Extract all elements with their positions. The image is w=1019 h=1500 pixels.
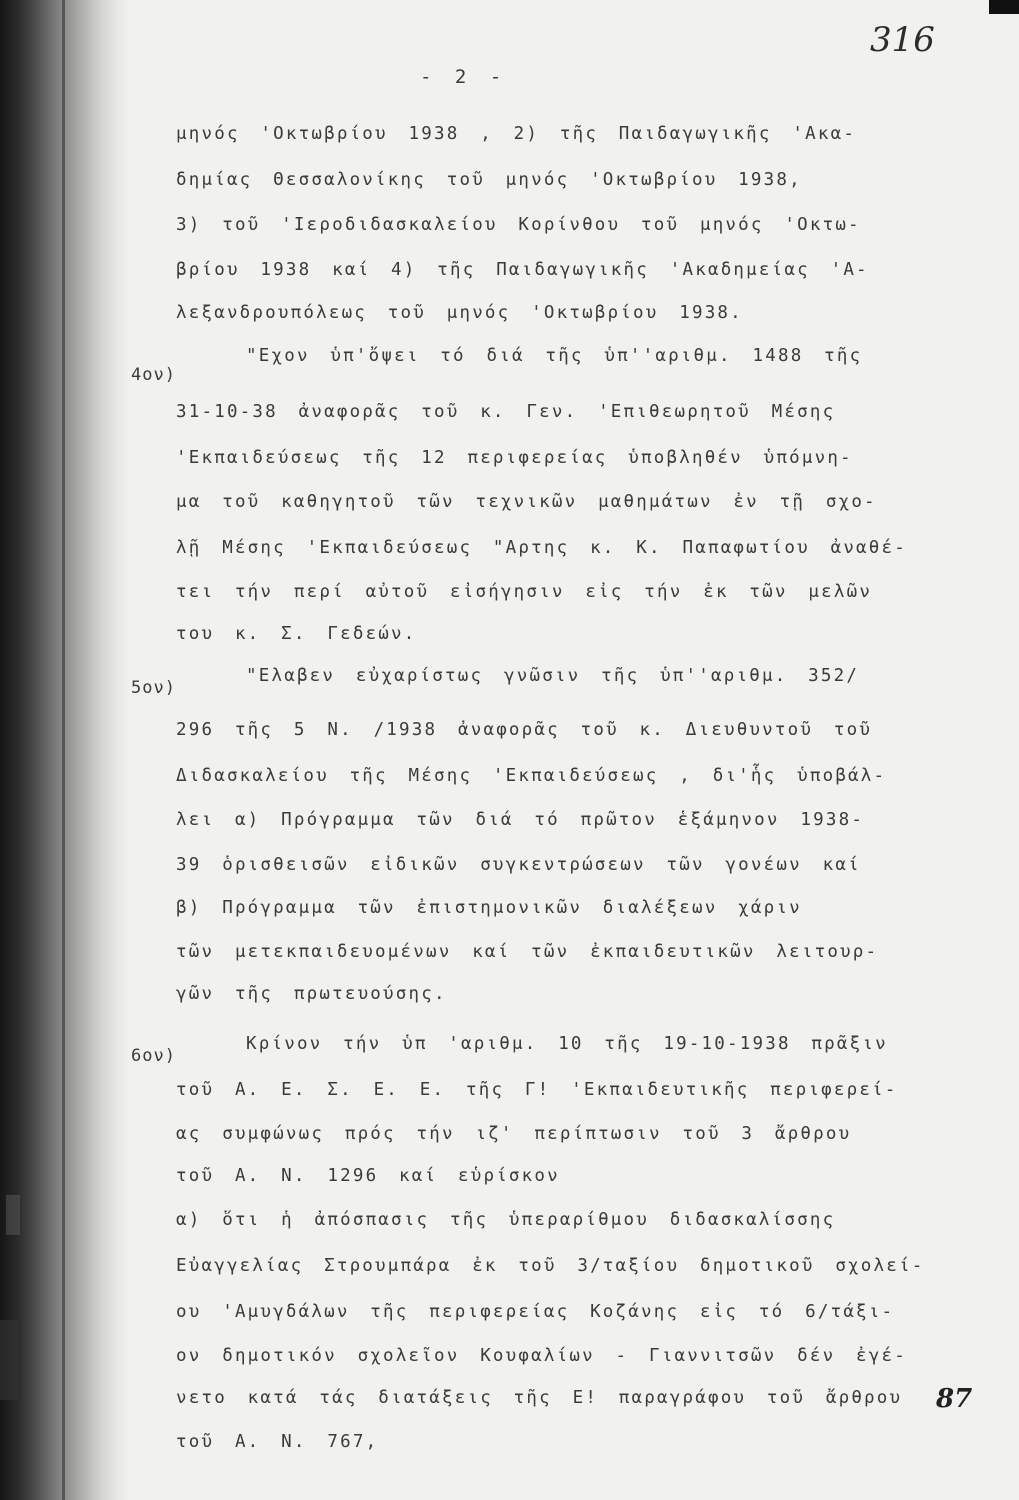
text-line: τοῦ Α. Ν. 1296 καί εὑρίσκον [176,1166,560,1186]
text-line: τῶν μετεκπαιδευομένων καί τῶν ἐκπαιδευτικῶν λειτουρ- [176,942,879,962]
text-line: ας συμφώνως πρός τήν ιζ' περίπτωσιν τοῦ 3 ἄρθρου [176,1124,852,1144]
text-line: μηνός 'Οκτωβρίου 1938 , 2) τῆς Παιδαγωγικῆς 'Ακα- [176,124,857,144]
folio-number: 316 [870,20,935,60]
section-label-4: 4ον) [131,365,176,385]
text-line: μα τοῦ καθηγητοῦ τῶν τεχνικῶν μαθημάτων ἐν τῇ σχο- [176,492,877,512]
text-line: τοῦ Α. Ε. Σ. Ε. Ε. τῆς Γ! 'Εκπαιδευτικῆς περιφερεί- [176,1080,898,1100]
text-line: Εὐαγγελίας Στρουμπάρα ἐκ τοῦ 3/ταξίου δημοτικοῦ σχολεί- [176,1256,925,1276]
text-line: 31-10-38 ἀναφορᾶς τοῦ κ. Γεν. 'Επιθεωρητοῦ Μέσης [176,402,836,422]
text-line: λῇ Μέσης 'Εκπαιδεύσεως "Αρτης κ. Κ. Παπαφωτίου ἀναθέ- [176,538,908,558]
page-number: - 2 - [420,66,508,88]
handwritten-mark: 87 [936,1384,973,1414]
text-line: του κ. Σ. Γεδεών. [176,624,417,644]
text-line: 3) τοῦ 'Ιεροδιδασκαλείου Κορίνθου τοῦ μηνός 'Οκτω- [176,215,861,235]
text-line: 296 τῆς 5 Ν. /1938 ἀναφορᾶς τοῦ κ. Διευθυντοῦ τοῦ [176,720,873,740]
text-line: Διδασκαλείου τῆς Μέσης 'Εκπαιδεύσεως , δι'ἧς ὑποβάλ- [176,766,887,786]
text-line: δημίας Θεσσαλονίκης τοῦ μηνός 'Οκτωβρίου 1938, [176,170,802,190]
text-line: ον δημοτικόν σχολεῖον Κουφαλίων - Γιαννιτσῶν δέν ἐγέ- [176,1346,908,1366]
text-line: 39 ὁρισθεισῶν εἰδικῶν συγκεντρώσεων τῶν γονέων καί [176,855,861,875]
text-line: "Ελαβεν εὐχαρίστως γνῶσιν τῆς ὑπ''αριθμ. 352/ [246,666,860,686]
page-corner-shadow [989,0,1019,14]
section-label-6: 6ον) [131,1046,176,1066]
text-line: λεξανδρουπόλεως τοῦ μηνός 'Οκτωβρίου 1938. [176,303,743,323]
margin-mark [6,1195,20,1235]
text-line: "Εχον ὑπ'ὄψει τό διά τῆς ὑπ''αριθμ. 1488 τῆς [246,346,863,366]
text-line: νετο κατά τάς διατάξεις τῆς Ε! παραγράφου τοῦ ἄρθρου [176,1388,903,1408]
section-label-5: 5ον) [131,678,176,698]
text-line: ου 'Αμυγδάλων τῆς περιφερείας Κοζάνης εἰς τό 6/τάξι- [176,1302,895,1322]
margin-mark [0,1320,18,1400]
text-line: τοῦ Α. Ν. 767, [176,1432,379,1452]
text-line: 'Εκπαιδεύσεως τῆς 12 περιφερείας ὑποβληθέν ὑπόμνη- [176,448,853,468]
binding-fold-line [62,0,65,1500]
text-line: γῶν τῆς πρωτευούσης. [176,984,447,1004]
text-line: τει τήν περί αὐτοῦ εἰσήγησιν εἰς τήν ἐκ τῶν μελῶν [176,582,873,602]
text-line: βρίου 1938 καί 4) τῆς Παιδαγωγικῆς 'Ακαδημείας 'Α- [176,260,869,280]
text-line: α) ὅτι ἡ ἀπόσπασις τῆς ὑπεραρίθμου διδασκαλίσσης [176,1210,836,1230]
binding-shadow [0,0,130,1500]
text-line: λει α) Πρόγραμμα τῶν διά τό πρῶτον ἑξάμηνον 1938- [176,810,865,830]
text-line: β) Πρόγραμμα τῶν ἐπιστημονικῶν διαλέξεων χάριν [176,898,802,918]
text-line: Κρίνον τήν ὑπ 'αριθμ. 10 τῆς 19-10-1938 πρᾶξιν [246,1034,888,1054]
